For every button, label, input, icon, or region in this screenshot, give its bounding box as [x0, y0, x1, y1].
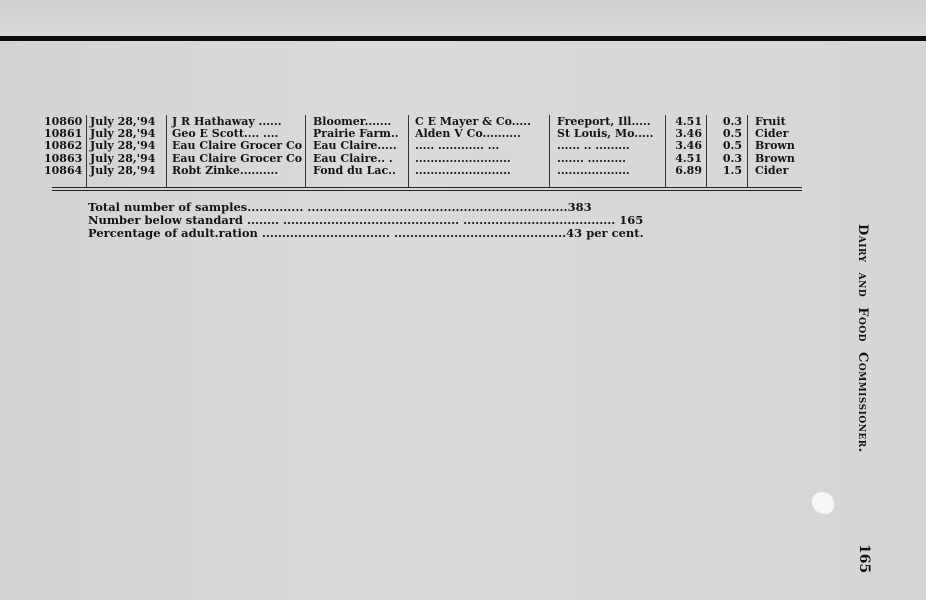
column-rule [166, 115, 167, 187]
column-rule [665, 115, 666, 187]
running-head-ommissioner: ommissioner. [855, 362, 870, 453]
cell-town: Eau Claire..... [313, 139, 397, 153]
cell-address: ................... [557, 163, 630, 177]
column-rule [305, 115, 306, 187]
running-head-airy: airy [855, 235, 870, 263]
total-samples-line: Total number of samples.............. .................................................................383 [88, 200, 592, 214]
cell-kind: Cider [755, 163, 789, 177]
cell-manufacturer: ......................... [415, 151, 511, 165]
cell-manufacturer: Alden V Co.......... [415, 127, 521, 141]
cell-date: July 28,'94 [90, 163, 156, 177]
cell-manufacturer: ......................... [415, 163, 511, 177]
cell-val1: 4.51 [675, 115, 702, 128]
cell-address: ...... .. ......... [557, 139, 630, 153]
cell-no: 10863 [44, 151, 83, 165]
cell-date: July 28,'94 [90, 115, 156, 128]
cell-town: Eau Claire.. . [313, 151, 393, 165]
cell-val1: 6.89 [675, 163, 702, 177]
page-number: 165 [856, 544, 872, 574]
cell-val1: 4.51 [675, 151, 702, 165]
cell-no: 10861 [44, 127, 83, 141]
running-head-c: C [855, 352, 870, 363]
cell-val1: 3.46 [675, 127, 702, 141]
running-head-f: F [855, 307, 870, 317]
column-rule [86, 115, 87, 187]
cell-dealer: J R Hathaway ...... [172, 115, 282, 128]
cell-val2: 0.5 [722, 127, 742, 141]
cell-address: St Louis, Mo..... [557, 127, 654, 141]
cell-town: Prairie Farm.. [313, 127, 399, 141]
running-head [855, 224, 870, 453]
table-bottom-rule [52, 187, 802, 188]
cell-kind: Fruit [755, 115, 786, 128]
cell-val1: 3.46 [675, 139, 702, 153]
cell-town: Fond du Lac.. [313, 163, 396, 177]
cell-val2: 0.3 [722, 151, 742, 165]
cell-manufacturer: C E Mayer & Co..... [415, 115, 531, 128]
cell-no: 10862 [44, 139, 83, 153]
cell-date: July 28,'94 [90, 139, 156, 153]
cell-address: Freeport, Ill..... [557, 115, 651, 128]
cell-no: 10864 [44, 163, 83, 177]
cell-val2: 0.5 [722, 139, 742, 153]
previous-page-edge [0, 0, 926, 38]
cell-address: ....... .......... [557, 151, 626, 165]
paper-blemish [812, 492, 834, 514]
cell-town: Bloomer....... [313, 115, 392, 128]
cell-dealer: Geo E Scott.... .... [172, 127, 279, 141]
cell-kind: Brown [755, 139, 795, 153]
cell-dealer: Eau Claire Grocer Co [172, 139, 303, 153]
adulteration-percentage-line: Percentage of adult.ration ................................ ...........................................43 per cent. [88, 226, 644, 240]
table-bottom-rule [52, 190, 802, 191]
cell-kind: Brown [755, 151, 795, 165]
running-head-d: D [855, 224, 870, 236]
column-rule [747, 115, 748, 187]
cell-date: July 28,'94 [90, 151, 156, 165]
column-rule [549, 115, 550, 187]
below-standard-line: Number below standard ........ ............................................ ...................................... 165 [88, 213, 644, 227]
cell-val2: 1.5 [722, 163, 742, 177]
cell-manufacturer: ..... ............ ... [415, 139, 500, 153]
cell-kind: Cider [755, 127, 789, 141]
column-rule [408, 115, 409, 187]
cell-date: July 28,'94 [90, 127, 156, 141]
running-head-ood: ood [855, 316, 870, 342]
running-head-and: and [855, 272, 870, 298]
cell-val2: 0.3 [722, 115, 742, 128]
cell-no: 10860 [44, 115, 83, 128]
column-rule [706, 115, 707, 187]
cell-dealer: Eau Claire Grocer Co [172, 151, 303, 165]
cell-dealer: Robt Zinke.......... [172, 163, 279, 177]
